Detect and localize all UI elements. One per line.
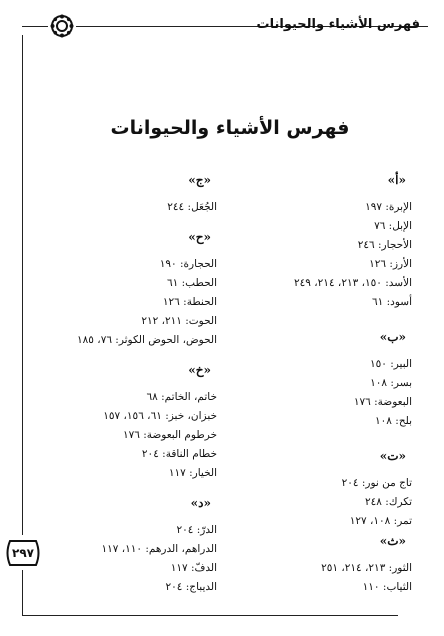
index-section (242, 533, 412, 597)
index-section (27, 362, 217, 483)
index-entry: الإبرة: ١٩٧ (365, 201, 412, 213)
index-entry: تكرك: ٢٤٨ (365, 496, 412, 508)
index-entry: البعوضة: ١٧٦ (353, 396, 412, 408)
left-rule (22, 35, 23, 535)
index-entry: الجُعَل: ٢٤٤ (167, 201, 217, 213)
index-entry: الحوت: ٢١١، ٢١٢ (141, 315, 217, 327)
index-entry: خاتم، الخاتم: ٦٨ (146, 391, 217, 403)
index-column-left (27, 172, 217, 597)
index-entry: الأسد: ١٥٠، ٢١٣، ٢١٤، ٢٤٩ (294, 277, 412, 289)
running-head: فهرس الأشياء والحيوانات (256, 17, 420, 32)
section-heading: «د» (190, 496, 211, 510)
index-section (27, 172, 217, 217)
index-entry: الحجارة: ١٩٠ (159, 258, 217, 270)
index-column-right (242, 172, 412, 597)
index-entry: خطام الناقة: ٢٠٤ (141, 448, 217, 460)
page-number: ٢٩٧ (12, 546, 34, 560)
index-entry: الأرز: ١٢٦ (369, 258, 412, 270)
index-section (27, 229, 217, 350)
index-entry: تمر: ١٠٨، ١٢٧ (349, 515, 412, 527)
index-entry: الحطب: ٦١ (167, 277, 217, 289)
index-entry: الديباج: ٢٠٤ (165, 581, 217, 593)
index-section (242, 448, 412, 531)
left-rule-lower (22, 570, 23, 615)
index-entry: الحوض، الحوض الكوثر: ٧٦، ١٨٥ (77, 334, 217, 346)
index-entry: الدراهم، الدرهم: ١١٠، ١١٧ (101, 543, 217, 555)
index-entry: الثور: ٢١٣، ٢١٤، ٢٥١ (321, 562, 412, 574)
section-heading: «ث» (379, 534, 406, 548)
index-entry: الدفّ: ١١٧ (170, 562, 217, 574)
index-entry: خرطوم البعوضة: ١٧٦ (122, 429, 217, 441)
ornament-icon (50, 14, 74, 38)
index-entry: أسود: ٦١ (372, 296, 412, 308)
index-section (242, 329, 412, 431)
section-heading: «ح» (188, 230, 211, 244)
index-entry: بلح: ١٠٨ (375, 415, 412, 427)
page-title: فهرس الأشياء والحيوانات (110, 117, 350, 139)
index-section (242, 172, 412, 312)
index-entry: الثياب: ١١٠ (362, 581, 412, 593)
bottom-rule (22, 615, 398, 616)
section-heading: «ت» (379, 449, 406, 463)
index-entry: البير: ١٥٠ (369, 358, 412, 370)
index-entry: خبزان، خبز: ٦١، ١٥٦، ١٥٧ (103, 410, 217, 422)
section-heading: «ج» (188, 173, 211, 187)
index-entry: الخيار: ١١٧ (168, 467, 217, 479)
index-entry: الحنطة: ١٢٦ (162, 296, 217, 308)
section-heading: «ب» (379, 330, 406, 344)
index-section (27, 495, 217, 597)
section-heading: «أ» (387, 173, 406, 187)
index-entry: بسر: ١٠٨ (370, 377, 412, 389)
index-entry: الأحجار: ٢٤٦ (357, 239, 412, 251)
index-entry: تاج من نور: ٢٠٤ (341, 477, 412, 489)
index-entry: الدرّ: ٢٠٤ (176, 524, 217, 536)
index-entry: الإبل: ٧٦ (374, 220, 412, 232)
top-left-curve (22, 26, 48, 27)
section-heading: «خ» (188, 363, 211, 377)
